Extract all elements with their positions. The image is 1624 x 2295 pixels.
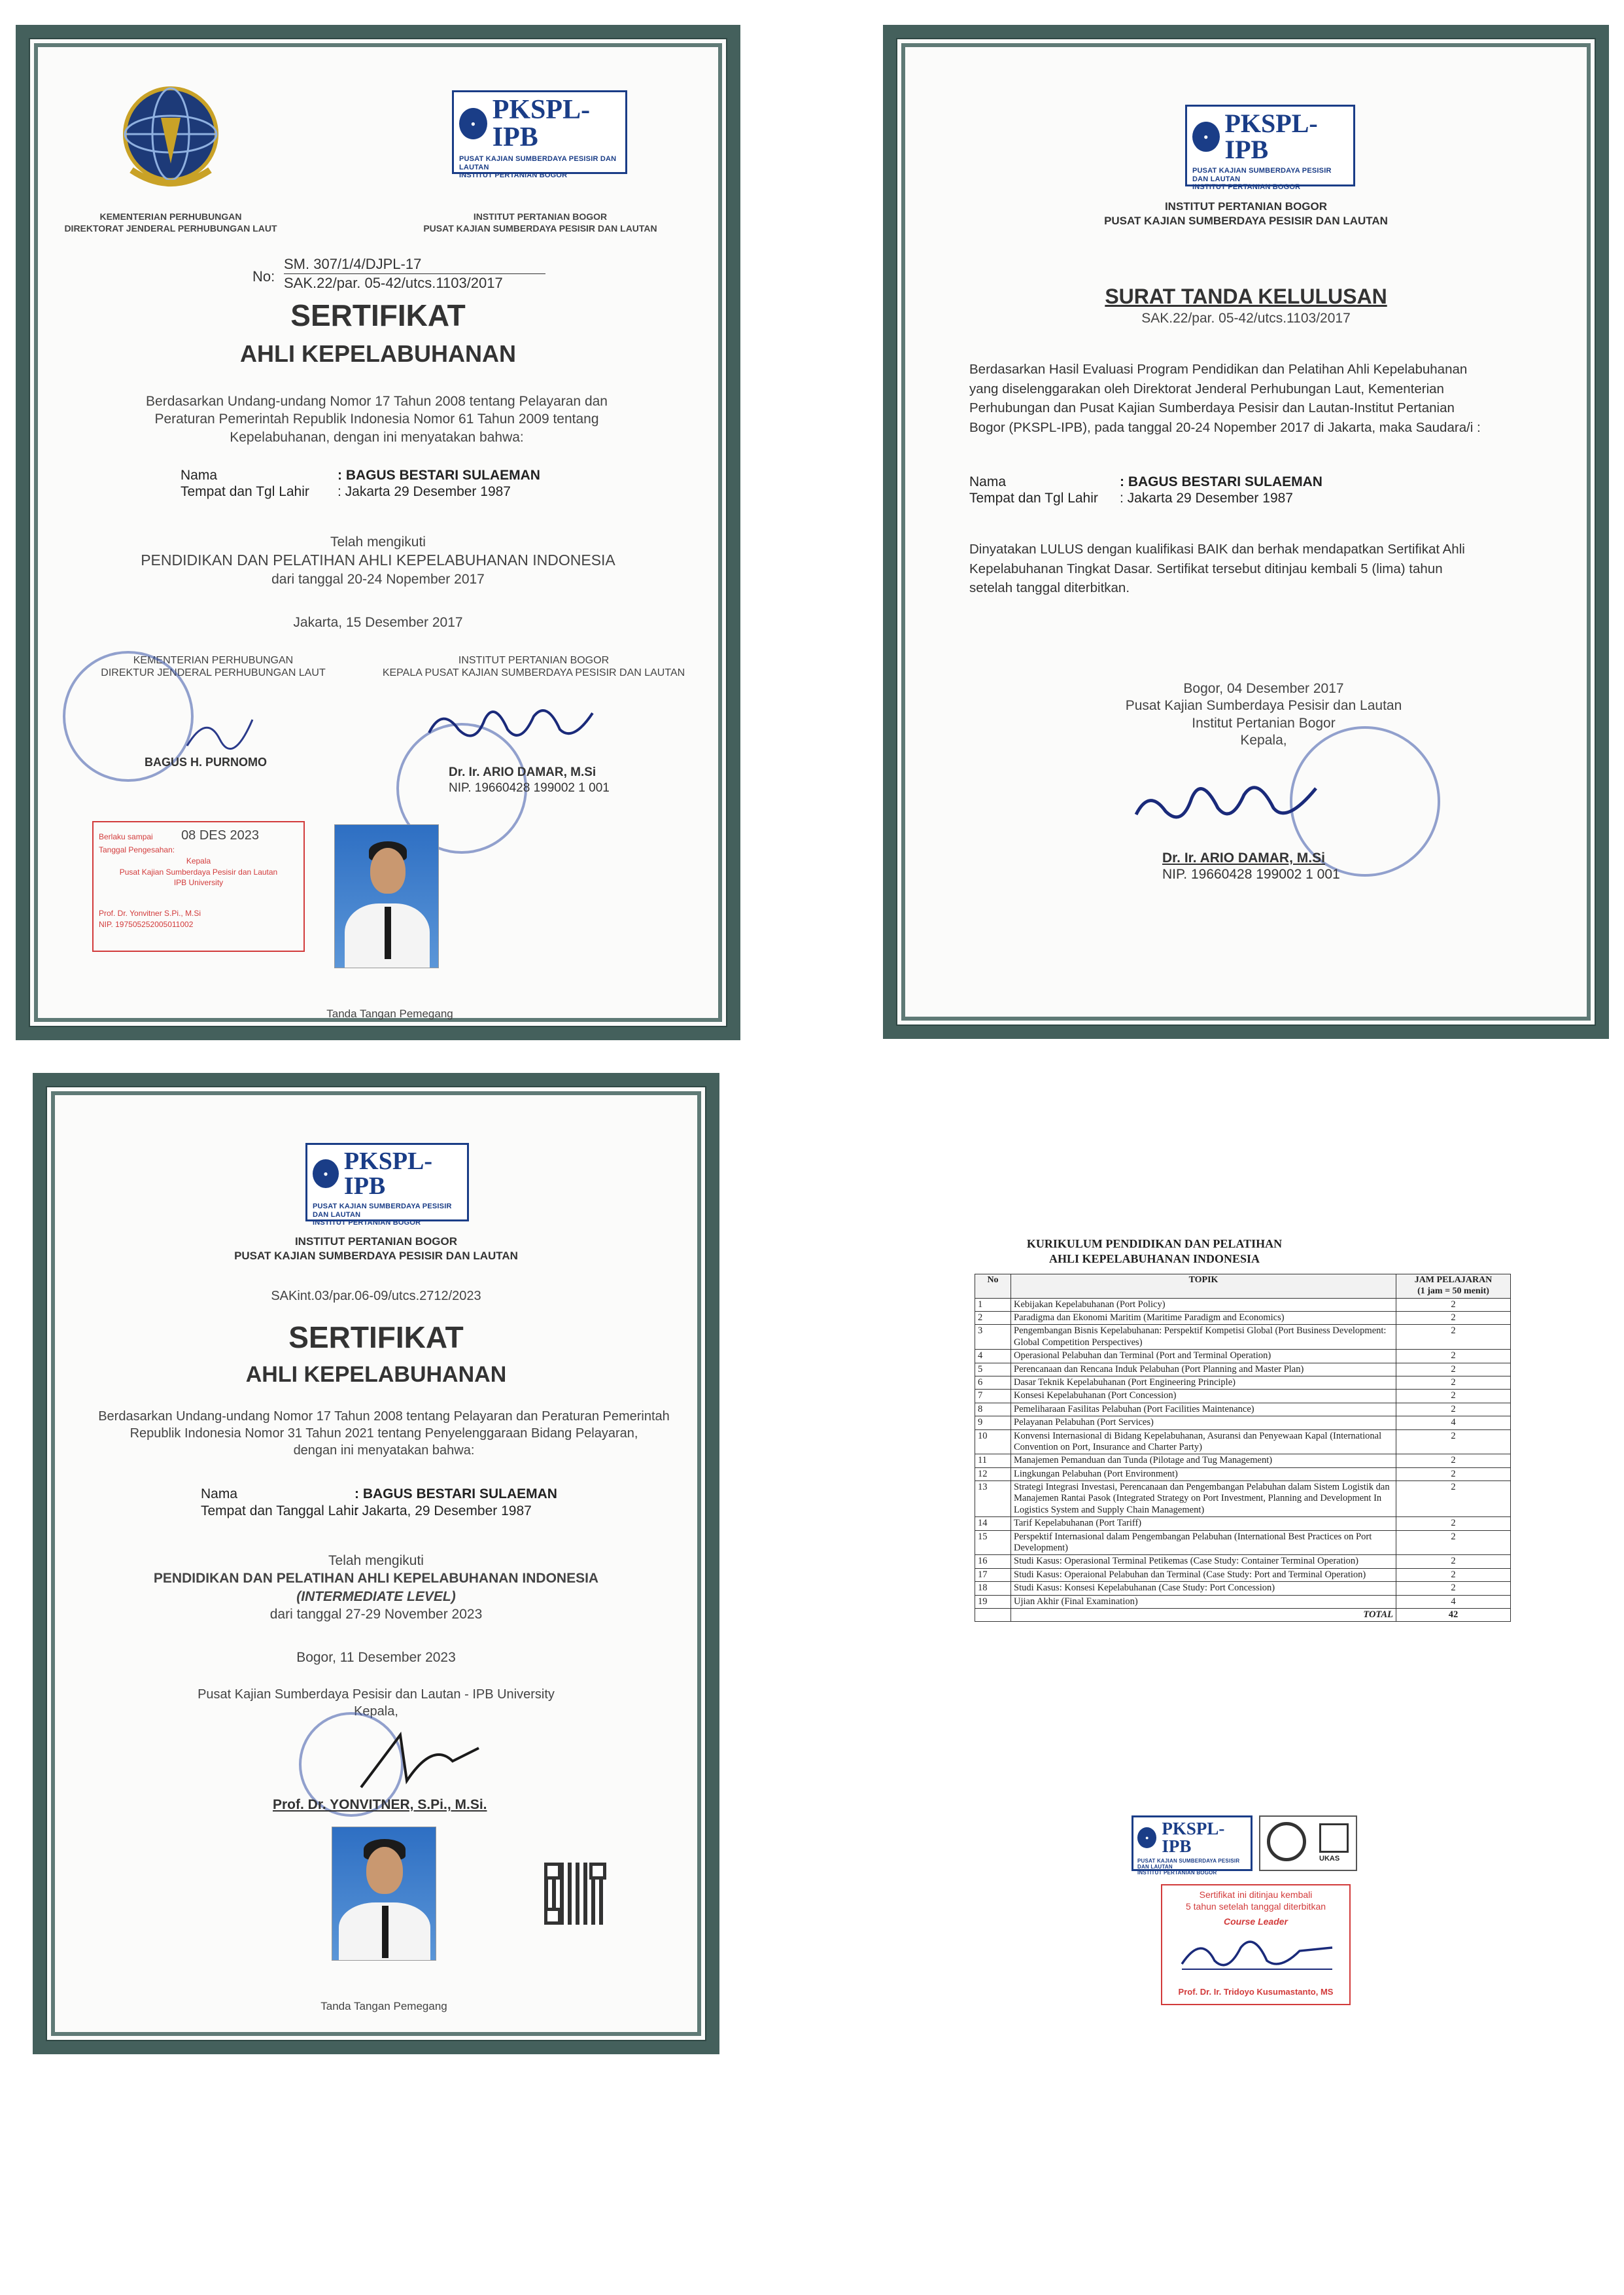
table-row bbox=[975, 1429, 1511, 1454]
holder-sign-label: Tanda Tangan Pemegang bbox=[320, 2000, 447, 2012]
row-topic: Ujian Akhir (Final Examination) bbox=[1011, 1595, 1396, 1608]
ipb-heading bbox=[897, 200, 1595, 228]
signer-right-nip: NIP. 19660428 199002 1 001 bbox=[449, 781, 610, 795]
review-stamp bbox=[1161, 1884, 1351, 2005]
row-no: 8 bbox=[975, 1403, 1011, 1416]
logo-text: PKSPL-IPB bbox=[343, 1148, 433, 1200]
row-hours: 2 bbox=[1396, 1363, 1511, 1376]
logo-text: PKSPL-IPB bbox=[1224, 109, 1318, 164]
para1-line-2: yang diselenggarakan oleh Direktorat Jenderal Perhubungan Laut, Kementerian bbox=[969, 381, 1444, 396]
number-value-1: SM. 307/1/4/DJPL-17 bbox=[284, 255, 545, 274]
row-no: 15 bbox=[975, 1530, 1011, 1555]
row-topic: Studi Kasus: Operasional Terminal Petikemas (Case Study: Container Terminal Operation) bbox=[1011, 1555, 1396, 1568]
signer-right-title bbox=[357, 654, 710, 679]
graduation-letter bbox=[883, 25, 1609, 1039]
review-line-1: Sertifikat ini ditinjau kembali bbox=[1199, 1889, 1313, 1900]
basis-line-3: dengan ini menyatakan bahwa: bbox=[293, 1443, 475, 1458]
letter-title: SURAT TANDA KELULUSAN bbox=[1105, 285, 1387, 308]
row-no: 5 bbox=[975, 1363, 1011, 1376]
table-row bbox=[975, 1530, 1511, 1555]
certificate-2023 bbox=[33, 1073, 719, 2054]
name-label: Nama bbox=[181, 468, 218, 483]
table-row bbox=[975, 1390, 1511, 1403]
program-name: PENDIDIKAN DAN PELATIHAN AHLI KEPELABUHANAN INDONESIA bbox=[153, 1571, 599, 1586]
table-row bbox=[975, 1467, 1511, 1480]
ipb-line-1: INSTITUT PERTANIAN BOGOR bbox=[1164, 200, 1328, 213]
row-no: 10 bbox=[975, 1429, 1011, 1454]
attended-text: Telah mengikuti bbox=[330, 534, 426, 550]
table-row bbox=[975, 1311, 1511, 1324]
table-row bbox=[975, 1403, 1511, 1416]
row-no: 3 bbox=[975, 1325, 1011, 1350]
row-topic: Konsesi Kepelabuhanan (Port Concession) bbox=[1011, 1390, 1396, 1403]
stamp-nip: NIP. 197505252005011002 bbox=[99, 919, 194, 929]
certificate-title: SERTIFIKAT bbox=[290, 298, 466, 332]
birth-value: : Jakarta 29 Desember 1987 bbox=[1120, 491, 1293, 506]
logo-sub-1: PUSAT KAJIAN SUMBERDAYA PESISIR DAN LAUTAN bbox=[1137, 1858, 1240, 1870]
signer-name: Prof. Dr. YONVITNER, S.Pi., M.Si. bbox=[273, 1797, 487, 1812]
table-row bbox=[975, 1298, 1511, 1311]
row-hours: 2 bbox=[1396, 1429, 1511, 1454]
program-dates: dari tanggal 27-29 November 2023 bbox=[269, 1606, 483, 1622]
signer-right-signature bbox=[423, 693, 606, 752]
para2-line-3: setelah tanggal diterbitkan. bbox=[969, 580, 1130, 596]
signer-block bbox=[1054, 680, 1473, 749]
program-dates: dari tanggal 20-24 Nopember 2017 bbox=[271, 572, 485, 587]
row-no: 4 bbox=[975, 1350, 1011, 1363]
sign-line-1: Pusat Kajian Sumberdaya Pesisir dan Lautan bbox=[1125, 698, 1402, 714]
total-row bbox=[975, 1608, 1511, 1621]
pkspl-logo bbox=[1132, 1815, 1253, 1876]
sign-line-2: Institut Pertanian Bogor bbox=[1192, 715, 1336, 731]
ipb-seal-icon: ● bbox=[459, 108, 487, 139]
ipb-line-2: PUSAT KAJIAN SUMBERDAYA PESISIR DAN LAUTAN bbox=[423, 223, 657, 234]
basis-line-2: Republik Indonesia Nomor 31 Tahun 2021 tentang Penyelenggaraan Bidang Pelayaran, bbox=[130, 1426, 638, 1441]
table-row bbox=[975, 1595, 1511, 1608]
table-row bbox=[975, 1350, 1511, 1363]
para1-line-4: Bogor (PKSPL-IPB), pada tanggal 20-24 Nopember 2017 di Jakarta, maka Saudara/i : bbox=[969, 420, 1481, 436]
sign-line-3: Kepala, bbox=[1240, 732, 1287, 748]
signer-nip: NIP. 19660428 199002 1 001 bbox=[1162, 867, 1340, 882]
stamp-prof: Prof. Dr. Yonvitner S.Pi., M.Si bbox=[99, 909, 201, 919]
stamp-tanggal: Tanggal Pengesahan: bbox=[99, 845, 175, 854]
holder-sign-label: Tanda Tangan Pemegang bbox=[326, 1007, 453, 1020]
curriculum-table bbox=[975, 1274, 1511, 1622]
evaluation-paragraph bbox=[969, 360, 1545, 438]
row-topic: Pengembangan Bisnis Kepelabuhanan: Perspektif Kompetisi Global (Port Business Development: Global Competition Perspectives) bbox=[1011, 1325, 1396, 1350]
program-level: (INTERMEDIATE LEVEL) bbox=[296, 1588, 456, 1604]
logo-sub-1: PUSAT KAJIAN SUMBERDAYA PESISIR DAN LAUTAN bbox=[459, 155, 617, 171]
name-label: Nama bbox=[969, 474, 1007, 489]
row-no: 16 bbox=[975, 1555, 1011, 1568]
row-topic: Kebijakan Kepelabuhanan (Port Policy) bbox=[1011, 1298, 1396, 1311]
sign-line-1: Pusat Kajian Sumberdaya Pesisir dan Lautan - IPB University bbox=[198, 1687, 555, 1702]
ministry-line-2: DIREKTORAT JENDERAL PERHUBUNGAN LAUT bbox=[64, 223, 277, 234]
table-row bbox=[975, 1454, 1511, 1467]
para1-line-3: Perhubungan dan Pusat Kajian Sumberdaya Pesisir dan Lautan-Institut Pertanian bbox=[969, 400, 1455, 416]
row-hours: 2 bbox=[1396, 1403, 1511, 1416]
table-row bbox=[975, 1481, 1511, 1517]
place-date: Bogor, 11 Desember 2023 bbox=[296, 1650, 456, 1665]
holder-photo bbox=[334, 824, 439, 968]
signer-left-name: BAGUS H. PURNOMO bbox=[145, 756, 268, 769]
basis-line-3: Kepelabuhanan, dengan ini menyatakan bahwa: bbox=[230, 429, 524, 445]
signer-title bbox=[47, 1686, 705, 1720]
row-topic: Tarif Kepelabuhanan (Port Tariff) bbox=[1011, 1517, 1396, 1530]
name-label: Nama bbox=[201, 1486, 238, 1501]
row-no: 7 bbox=[975, 1390, 1011, 1403]
logo-sub-2: INSTITUT PERTANIAN BOGOR bbox=[459, 171, 568, 180]
col-topic: TOPIK bbox=[1011, 1274, 1396, 1299]
ipb-line-2: PUSAT KAJIAN SUMBERDAYA PESISIR DAN LAUTAN bbox=[1104, 215, 1388, 228]
row-topic: Lingkungan Pelabuhan (Port Environment) bbox=[1011, 1467, 1396, 1480]
ipb-line-1: INSTITUT PERTANIAN BOGOR bbox=[473, 211, 608, 222]
signer-left-line-2: DIREKTUR JENDERAL PERHUBUNGAN LAUT bbox=[101, 667, 326, 679]
place-date: Jakarta, 15 Desember 2017 bbox=[293, 615, 463, 630]
pkspl-logo bbox=[305, 1143, 469, 1227]
logo-text: PKSPL-IPB bbox=[1162, 1819, 1225, 1856]
basis-line-1: Berdasarkan Undang-undang Nomor 17 Tahun 2008 tentang Pelayaran dan bbox=[146, 394, 608, 409]
row-no: 14 bbox=[975, 1517, 1011, 1530]
table-row bbox=[975, 1416, 1511, 1429]
signer-left-line-1: KEMENTERIAN PERHUBUNGAN bbox=[133, 655, 294, 666]
signer-signature bbox=[354, 1722, 485, 1794]
row-hours: 2 bbox=[1396, 1390, 1511, 1403]
row-topic: Pelayanan Pelabuhan (Port Services) bbox=[1011, 1416, 1396, 1429]
row-no: 2 bbox=[975, 1311, 1011, 1324]
review-leader: Course Leader bbox=[1223, 1916, 1288, 1927]
para2-line-2: Kepelabuhanan Tingkat Dasar. Sertifikat tersebut ditinjau kembali 5 (lima) tahun bbox=[969, 561, 1443, 576]
row-topic: Studi Kasus: Operaional Pelabuhan dan Terminal (Case Study: Port and Terminal Operation) bbox=[1011, 1568, 1396, 1581]
curriculum-title bbox=[1001, 1236, 1308, 1266]
number-value-2: SAK.22/par. 05-42/utcs.1103/2017 bbox=[284, 274, 503, 291]
logo-sub-2: INSTITUT PERTANIAN BOGOR bbox=[1192, 183, 1301, 192]
row-no: 9 bbox=[975, 1416, 1011, 1429]
total-spacer bbox=[975, 1608, 1011, 1621]
total-label: TOTAL bbox=[1011, 1608, 1396, 1621]
legal-basis bbox=[69, 393, 684, 446]
row-no: 12 bbox=[975, 1467, 1011, 1480]
table-row bbox=[975, 1555, 1511, 1568]
row-hours: 2 bbox=[1396, 1454, 1511, 1467]
row-hours: 2 bbox=[1396, 1376, 1511, 1389]
signer-right-name: Dr. Ir. ARIO DAMAR, M.Si bbox=[449, 765, 596, 779]
signer-signature bbox=[1126, 762, 1336, 834]
row-hours: 2 bbox=[1396, 1481, 1511, 1517]
row-topic: Studi Kasus: Konsesi Kepelabuhanan (Case Study: Port Concession) bbox=[1011, 1582, 1396, 1595]
row-hours: 2 bbox=[1396, 1467, 1511, 1480]
row-topic: Manajemen Pemanduan dan Tunda (Pilotage and Tug Management) bbox=[1011, 1454, 1396, 1467]
ipb-line-2: PUSAT KAJIAN SUMBERDAYA PESISIR DAN LAUTAN bbox=[234, 1250, 518, 1263]
birth-value: : Jakarta 29 Desember 1987 bbox=[337, 484, 511, 499]
birth-value: : Jakarta, 29 Desember 1987 bbox=[354, 1503, 532, 1518]
row-hours: 4 bbox=[1396, 1595, 1511, 1608]
row-topic: Perspektif Internasional dalam Pengembangan Pelabuhan (International Best Practices on Port Development) bbox=[1011, 1530, 1396, 1555]
row-topic: Paradigma dan Ekonomi Maritim (Maritime Paradigm and Economics) bbox=[1011, 1311, 1396, 1324]
basis-line-2: Peraturan Pemerintah Republik Indonesia Nomor 61 Tahun 2009 tentang bbox=[154, 412, 599, 427]
total-value: 42 bbox=[1396, 1608, 1511, 1621]
ipb-seal-icon: ● bbox=[1192, 122, 1220, 152]
row-hours: 2 bbox=[1396, 1582, 1511, 1595]
col-hours bbox=[1396, 1274, 1511, 1299]
stamp-kepala: Kepala bbox=[186, 856, 211, 866]
result-paragraph bbox=[969, 540, 1545, 598]
row-hours: 2 bbox=[1396, 1568, 1511, 1581]
ipb-seal-icon: ● bbox=[313, 1159, 339, 1188]
row-no: 1 bbox=[975, 1298, 1011, 1311]
validity-stamp bbox=[92, 821, 305, 952]
row-no: 6 bbox=[975, 1376, 1011, 1389]
program-block bbox=[30, 533, 726, 588]
course-leader-signature bbox=[1175, 1931, 1339, 1977]
signer-right-line-2: KEPALA PUSAT KAJIAN SUMBERDAYA PESISIR DAN LAUTAN bbox=[382, 667, 685, 679]
sign-line-2: Kepala, bbox=[354, 1704, 398, 1719]
table-row bbox=[975, 1568, 1511, 1581]
graduation-letter-page bbox=[896, 38, 1596, 1026]
attended-text: Telah mengikuti bbox=[328, 1553, 424, 1568]
curriculum-title-line-1: KURIKULUM PENDIDIKAN DAN PELATIHAN bbox=[1026, 1237, 1283, 1250]
curriculum-title-line-2: AHLI KEPELABUHANAN INDONESIA bbox=[1048, 1252, 1260, 1265]
row-topic: Perencanaan dan Rencana Induk Pelabuhan (Port Planning and Master Plan) bbox=[1011, 1363, 1396, 1376]
birth-label: Tempat dan Tgl Lahir bbox=[969, 491, 1098, 506]
row-no: 19 bbox=[975, 1595, 1011, 1608]
row-no: 13 bbox=[975, 1481, 1011, 1517]
ipb-line-1: INSTITUT PERTANIAN BOGOR bbox=[294, 1235, 458, 1248]
letter-number: SAK.22/par. 05-42/utcs.1103/2017 bbox=[1141, 311, 1351, 326]
row-topic: Pemeliharaan Fasilitas Pelabuhan (Port Facilities Maintenance) bbox=[1011, 1403, 1396, 1416]
birth-label: Tempat dan Tanggal Lahir bbox=[201, 1503, 359, 1518]
col-no: No bbox=[975, 1274, 1011, 1299]
curriculum-page bbox=[975, 1236, 1511, 2080]
ukas-text: UKAS bbox=[1319, 1855, 1340, 1863]
logo-sub-2: INSTITUT PERTANIAN BOGOR bbox=[1137, 1870, 1217, 1876]
name-value: : BAGUS BESTARI SULAEMAN bbox=[337, 468, 540, 483]
row-topic: Strategi Integrasi Investasi, Perencanaan dan Pengembangan Pelabuhan dalam Sistem Logistik dan Manajemen Rantai Pasok (Integrated Strategy on Port Investment, Planning and Development In Logistics System and Supply Chain Management) bbox=[1011, 1481, 1396, 1517]
logo-sub-1: PUSAT KAJIAN SUMBERDAYA PESISIR DAN LAUTAN bbox=[313, 1202, 452, 1219]
row-hours: 2 bbox=[1396, 1325, 1511, 1350]
holder-photo bbox=[332, 1827, 436, 1961]
ipb-heading bbox=[47, 1235, 705, 1263]
ipb-heading bbox=[403, 211, 678, 234]
row-topic: Dasar Teknik Kepelabuhanan (Port Engineering Principle) bbox=[1011, 1376, 1396, 1389]
table-row bbox=[975, 1582, 1511, 1595]
table-row bbox=[975, 1517, 1511, 1530]
pkspl-logo bbox=[452, 90, 627, 180]
col-hours-line-1: JAM PELAJARAN bbox=[1414, 1275, 1493, 1285]
stamp-date: 08 DES 2023 bbox=[181, 828, 260, 843]
place-date: Bogor, 04 Desember 2017 bbox=[1183, 681, 1344, 696]
certificate-subtitle: AHLI KEPELABUHANAN bbox=[245, 1362, 507, 1387]
stamp-pusat: Pusat Kajian Sumberdaya Pesisir dan Lautan bbox=[119, 867, 278, 877]
row-no: 17 bbox=[975, 1568, 1011, 1581]
basis-line-1: Berdasarkan Undang-undang Nomor 17 Tahun 2008 tentang Pelayaran dan Peraturan Pemerintah bbox=[98, 1409, 670, 1424]
table-row bbox=[975, 1376, 1511, 1389]
row-hours: 2 bbox=[1396, 1517, 1511, 1530]
stamp-ipb: IPB University bbox=[173, 878, 224, 888]
row-hours: 2 bbox=[1396, 1298, 1511, 1311]
table-row bbox=[975, 1325, 1511, 1350]
number-label: No: bbox=[252, 268, 275, 285]
name-value: : BAGUS BESTARI SULAEMAN bbox=[1120, 474, 1322, 489]
program-block bbox=[47, 1552, 705, 1623]
row-no: 11 bbox=[975, 1454, 1011, 1467]
row-no: 18 bbox=[975, 1582, 1011, 1595]
signer-name: Dr. Ir. ARIO DAMAR, M.Si bbox=[1162, 850, 1325, 866]
review-name: Prof. Dr. Ir. Tridoyo Kusumastanto, MS bbox=[1178, 1987, 1334, 1997]
stamp-berlaku: Berlaku sampai bbox=[99, 832, 153, 841]
verification-qr-code bbox=[544, 1863, 606, 1925]
iso-certification-badge bbox=[1259, 1815, 1357, 1871]
certificate-title: SERTIFIKAT bbox=[288, 1320, 464, 1354]
certificate-2017-page bbox=[29, 38, 727, 1027]
row-hours: 2 bbox=[1396, 1555, 1511, 1568]
ipb-seal-icon: ● bbox=[1137, 1827, 1156, 1848]
signer-right-line-1: INSTITUT PERTANIAN BOGOR bbox=[458, 655, 610, 666]
certificate-subtitle: AHLI KEPELABUHANAN bbox=[240, 340, 516, 367]
row-hours: 2 bbox=[1396, 1530, 1511, 1555]
row-topic: Operasional Pelabuhan dan Terminal (Port and Terminal Operation) bbox=[1011, 1350, 1396, 1363]
ministry-heading bbox=[56, 211, 285, 234]
row-hours: 2 bbox=[1396, 1311, 1511, 1324]
ministry-line-1: KEMENTERIAN PERHUBUNGAN bbox=[99, 211, 242, 222]
certificate-number: SAKint.03/par.06-09/utcs.2712/2023 bbox=[271, 1289, 481, 1303]
name-value: : BAGUS BESTARI SULAEMAN bbox=[354, 1486, 557, 1501]
ministry-emblem bbox=[105, 72, 236, 203]
legal-basis bbox=[60, 1408, 708, 1459]
col-hours-line-2: (1 jam = 50 menit) bbox=[1417, 1286, 1489, 1296]
logo-sub-2: INSTITUT PERTANIAN BOGOR bbox=[313, 1219, 421, 1227]
logo-text: PKSPL-IPB bbox=[492, 95, 591, 152]
program-name: PENDIDIKAN DAN PELATIHAN AHLI KEPELABUHANAN INDONESIA bbox=[141, 552, 615, 569]
birth-label: Tempat dan Tgl Lahir bbox=[181, 484, 309, 499]
certificate-number bbox=[284, 255, 545, 292]
para2-line-1: Dinyatakan LULUS dengan kualifikasi BAIK dan berhak mendapatkan Sertifikat Ahli bbox=[969, 542, 1465, 557]
pkspl-logo bbox=[1185, 105, 1355, 192]
row-hours: 2 bbox=[1396, 1350, 1511, 1363]
certificate-2017 bbox=[16, 25, 740, 1040]
para1-line-1: Berdasarkan Hasil Evaluasi Program Pendidikan dan Pelatihan Ahli Kepelabuhanan bbox=[969, 362, 1468, 377]
row-hours: 4 bbox=[1396, 1416, 1511, 1429]
row-topic: Konvensi Internasional di Bidang Kepelabuhanan, Asuransi dan Penyewaan Kapal (International Convention on Port, Insurance and Charter Party) bbox=[1011, 1429, 1396, 1454]
signer-left-signature bbox=[181, 707, 259, 759]
certificate-2023-page bbox=[46, 1086, 706, 2041]
logo-sub-1: PUSAT KAJIAN SUMBERDAYA PESISIR DAN LAUTAN bbox=[1192, 167, 1332, 183]
table-row bbox=[975, 1363, 1511, 1376]
review-line-2: 5 tahun setelah tanggal diterbitkan bbox=[1185, 1901, 1326, 1912]
